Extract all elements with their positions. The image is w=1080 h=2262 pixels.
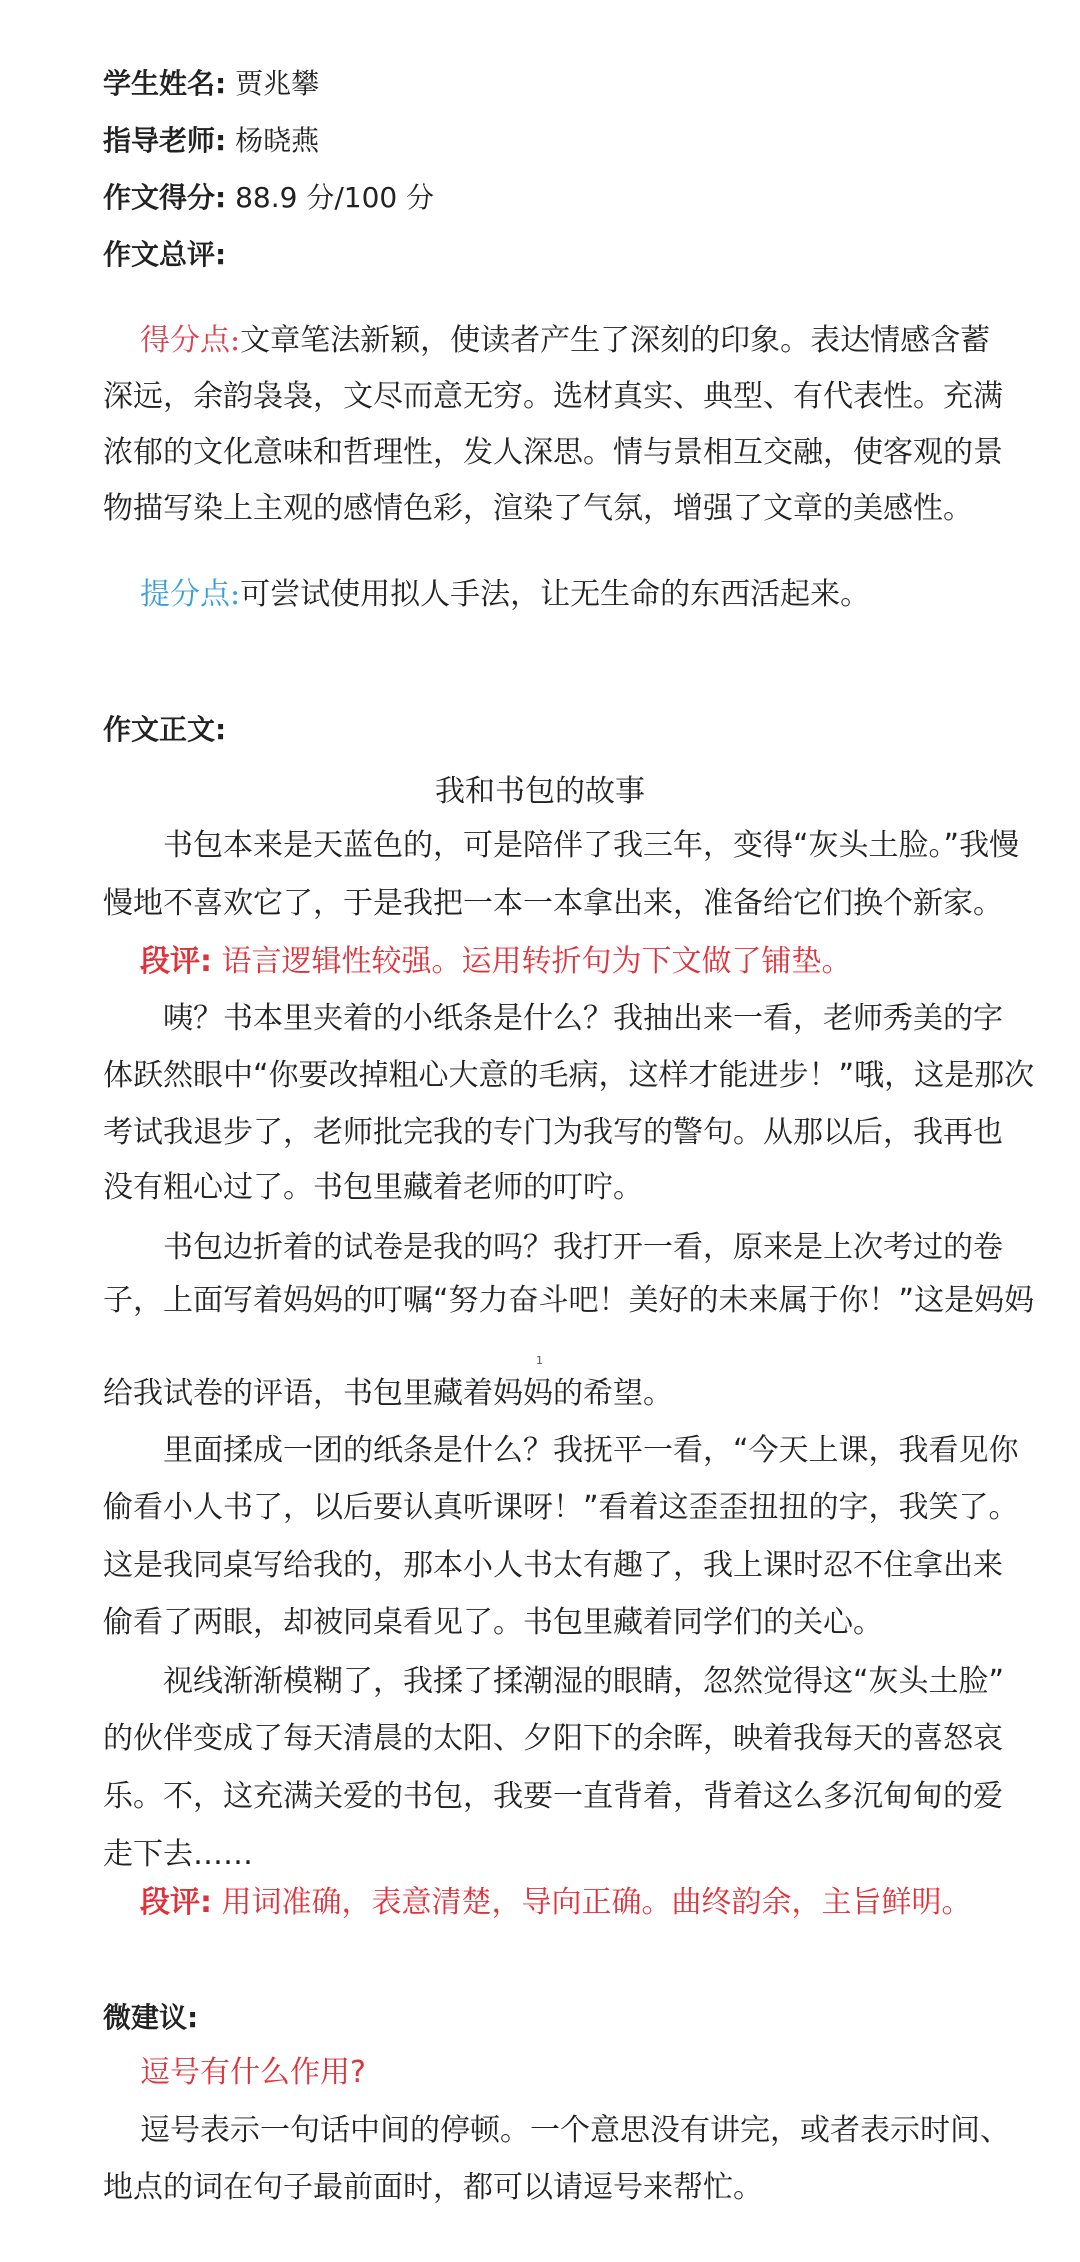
paragraph-comment-text-2: 用词准确，表意清楚，导向正确。曲终韵余，主旨鲜明。 <box>221 1885 972 1920</box>
student-name-label: 学生姓名: <box>103 67 227 100</box>
review-heading: 作文总评: <box>103 238 227 271</box>
improve-text: 可尝试使用拟人手法，让无生命的东西活起来。 <box>240 577 871 612</box>
footnote-marker: 1 <box>536 1354 543 1367</box>
essay-line-6: 没有粗心过了。书包里藏着老师的叮咛。 <box>103 1170 643 1205</box>
essay-line-15: 的伙伴变成了每天清晨的太阳、夕阳下的余晖，映着我每天的喜怒哀 <box>103 1721 1003 1756</box>
tips-line-2: 地点的词在句子最前面时，都可以请逗号来帮忙。 <box>103 2170 763 2205</box>
essay-line-4: 体跃然眼中“你要改掉粗心大意的毛病，这样才能进步！”哦，这是那次 <box>103 1058 1035 1093</box>
essay-line-3: 咦？书本里夹着的小纸条是什么？我抽出来一看，老师秀美的字 <box>163 1001 1003 1036</box>
essay-title: 我和书包的故事 <box>435 774 645 809</box>
score-label: 作文得分: <box>103 181 227 214</box>
paragraph-comment-text-1: 语言逻辑性较强。运用转折句为下文做了铺垫。 <box>221 944 852 979</box>
tips-line-1: 逗号表示一句话中间的停顿。一个意思没有讲完，或者表示时间、 <box>140 2113 1010 2148</box>
review-points-line-3: 浓郁的文化意味和哲理性，发人深思。情与景相互交融，使客观的景 <box>103 435 1003 470</box>
paragraph-comment-label-2: 段评: <box>140 1885 212 1920</box>
essay-line-8: 子，上面写着妈妈的叮嘱“努力奋斗吧！美好的未来属于你！”这是妈妈 <box>103 1283 1035 1318</box>
essay-heading: 作文正文: <box>103 713 227 746</box>
essay-line-14: 视线渐渐模糊了，我揉了揉潮湿的眼睛，忽然觉得这“灰头土脸” <box>163 1664 1005 1699</box>
student-name-row <box>103 62 319 102</box>
review-improve-line <box>140 569 870 613</box>
improve-label: 提分点: <box>140 577 241 612</box>
essay-line-12: 这是我同桌写给我的，那本小人书太有趣了，我上课时忍不住拿出来 <box>103 1548 1003 1583</box>
paragraph-comment-label-1: 段评: <box>140 944 212 979</box>
essay-line-11: 偷看小人书了，以后要认真听课呀！”看着这歪歪扭扭的字，我笑了。 <box>103 1490 1019 1525</box>
teacher-value: 杨晓燕 <box>235 124 320 157</box>
review-points-line-1 <box>140 315 990 359</box>
essay-line-5: 考试我退步了，老师批完我的专门为我写的警句。从那以后，我再也 <box>103 1115 1003 1150</box>
paragraph-comment-2 <box>140 1877 972 1921</box>
points-label: 得分点: <box>140 323 241 358</box>
tips-question: 逗号有什么作用? <box>140 2055 366 2090</box>
student-name-value: 贾兆攀 <box>235 67 320 100</box>
review-points-line-2: 深远，余韵袅袅，文尽而意无穷。选材真实、典型、有代表性。充满 <box>103 379 1003 414</box>
score-row <box>103 176 434 216</box>
essay-line-1: 书包本来是天蓝色的，可是陪伴了我三年，变得“灰头土脸。”我慢 <box>163 828 1020 863</box>
essay-line-10: 里面揉成一团的纸条是什么？我抚平一看，“今天上课，我看见你 <box>163 1433 1019 1468</box>
essay-line-13: 偷看了两眼，却被同桌看见了。书包里藏着同学们的关心。 <box>103 1605 883 1640</box>
score-value: 88.9 分/100 分 <box>235 181 435 214</box>
teacher-row <box>103 119 319 159</box>
paragraph-comment-1 <box>140 936 852 980</box>
essay-line-2: 慢地不喜欢它了，于是我把一本一本拿出来，准备给它们换个新家。 <box>103 886 1003 921</box>
essay-line-7: 书包边折着的试卷是我的吗？我打开一看，原来是上次考过的卷 <box>163 1230 1003 1265</box>
points-line-1-text: 文章笔法新颖，使读者产生了深刻的印象。表达情感含蓄 <box>240 323 991 358</box>
essay-line-17: 走下去…… <box>103 1837 253 1872</box>
review-points-line-4: 物描写染上主观的感情色彩，渲染了气氛，增强了文章的美感性。 <box>103 491 973 526</box>
tips-heading: 微建议: <box>103 2001 199 2034</box>
essay-line-9: 给我试卷的评语，书包里藏着妈妈的希望。 <box>103 1376 673 1411</box>
teacher-label: 指导老师: <box>103 124 227 157</box>
essay-line-16: 乐。不，这充满关爱的书包，我要一直背着，背着这么多沉甸甸的爱 <box>103 1779 1003 1814</box>
